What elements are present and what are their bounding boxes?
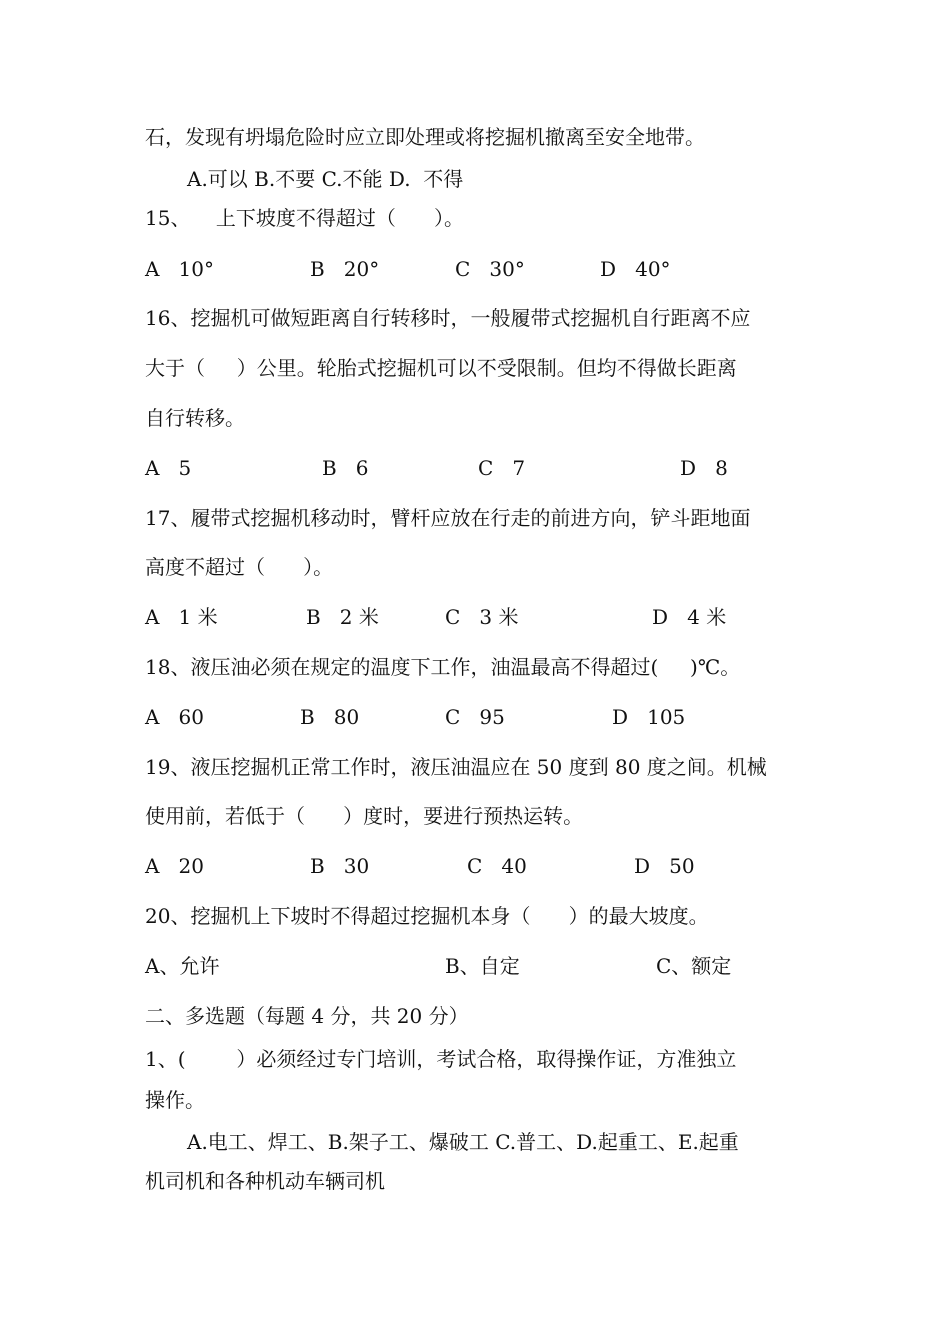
section-heading-multiple-choice: 二、多选题（每题 4 分，共 20 分） — [145, 1004, 469, 1028]
options-row-q16 — [0, 455, 950, 481]
option-b: B、自定 — [445, 954, 520, 978]
option-a: A 20 — [145, 854, 204, 878]
multi-question-1-line-2: 操作。 — [145, 1088, 205, 1112]
option-a: A 10° — [145, 257, 214, 281]
option-b: B 80 — [300, 705, 360, 729]
option-d: D 50 — [634, 854, 695, 878]
option-c: C 3 米 — [445, 605, 519, 629]
options-row-q20 — [0, 953, 950, 979]
multi-question-1-options: A.电工、焊工、B.架子工、爆破工 C.普工、D.起重工、E.起重 — [187, 1130, 739, 1154]
question-20: 20、挖掘机上下坡时不得超过挖掘机本身（ ）的最大坡度。 — [145, 904, 709, 928]
question-19-line-1: 19、液压挖掘机正常工作时，液压油温应在 50 度到 80 度之间。机械 — [145, 755, 767, 779]
option-a: A、允许 — [145, 954, 220, 978]
options-row-q18 — [0, 704, 950, 730]
options-row-q19 — [0, 853, 950, 879]
multi-question-1-line-1: 1、( ）必须经过专门培训，考试合格，取得操作证，方准独立 — [145, 1047, 737, 1071]
option-a: A 5 — [145, 456, 192, 480]
option-b: B 2 米 — [306, 605, 379, 629]
option-d: D 40° — [600, 257, 671, 281]
text-line: 石，发现有坍塌危险时应立即处理或将挖掘机撤离至安全地带。 — [145, 125, 705, 149]
option-a: A 60 — [145, 705, 204, 729]
option-c: C 30° — [455, 257, 525, 281]
question-17-line-1: 17、履带式挖掘机移动时，臂杆应放在行走的前进方向，铲斗距地面 — [145, 506, 751, 530]
question-15: 15、 上下坡度不得超过（ ）。 — [145, 206, 465, 230]
option-d: D 105 — [612, 705, 686, 729]
option-c: C 40 — [467, 854, 527, 878]
question-17-line-2: 高度不超过（ ）。 — [145, 555, 334, 579]
option-b: B 6 — [322, 456, 369, 480]
multi-question-1-options-cont: 机司机和各种机动车辆司机 — [145, 1169, 385, 1193]
option-b: B 30 — [310, 854, 370, 878]
option-c: C 7 — [478, 456, 526, 480]
options-row-q15 — [0, 256, 950, 282]
question-19-line-2: 使用前，若低于（ ）度时，要进行预热运转。 — [145, 804, 584, 828]
question-16-line-2: 大于（ ）公里。轮胎式挖掘机可以不受限制。但均不得做长距离 — [145, 356, 737, 380]
option-b: B 20° — [310, 257, 380, 281]
option-d: D 4 米 — [652, 605, 727, 629]
question-18: 18、液压油必须在规定的温度下工作，油温最高不得超过( )℃。 — [145, 655, 741, 679]
question-16-line-1: 16、挖掘机可做短距离自行转移时，一般履带式挖掘机自行距离不应 — [145, 306, 751, 330]
question-16-line-3: 自行转移。 — [145, 406, 245, 430]
options-row-q17 — [0, 604, 950, 630]
option-a: A 1 米 — [145, 605, 218, 629]
option-c: C 95 — [445, 705, 505, 729]
options-line-q14: A.可以 B.不要 C.不能 D. 不得 — [187, 167, 464, 191]
option-d: D 8 — [680, 456, 728, 480]
option-c: C、额定 — [656, 954, 732, 978]
